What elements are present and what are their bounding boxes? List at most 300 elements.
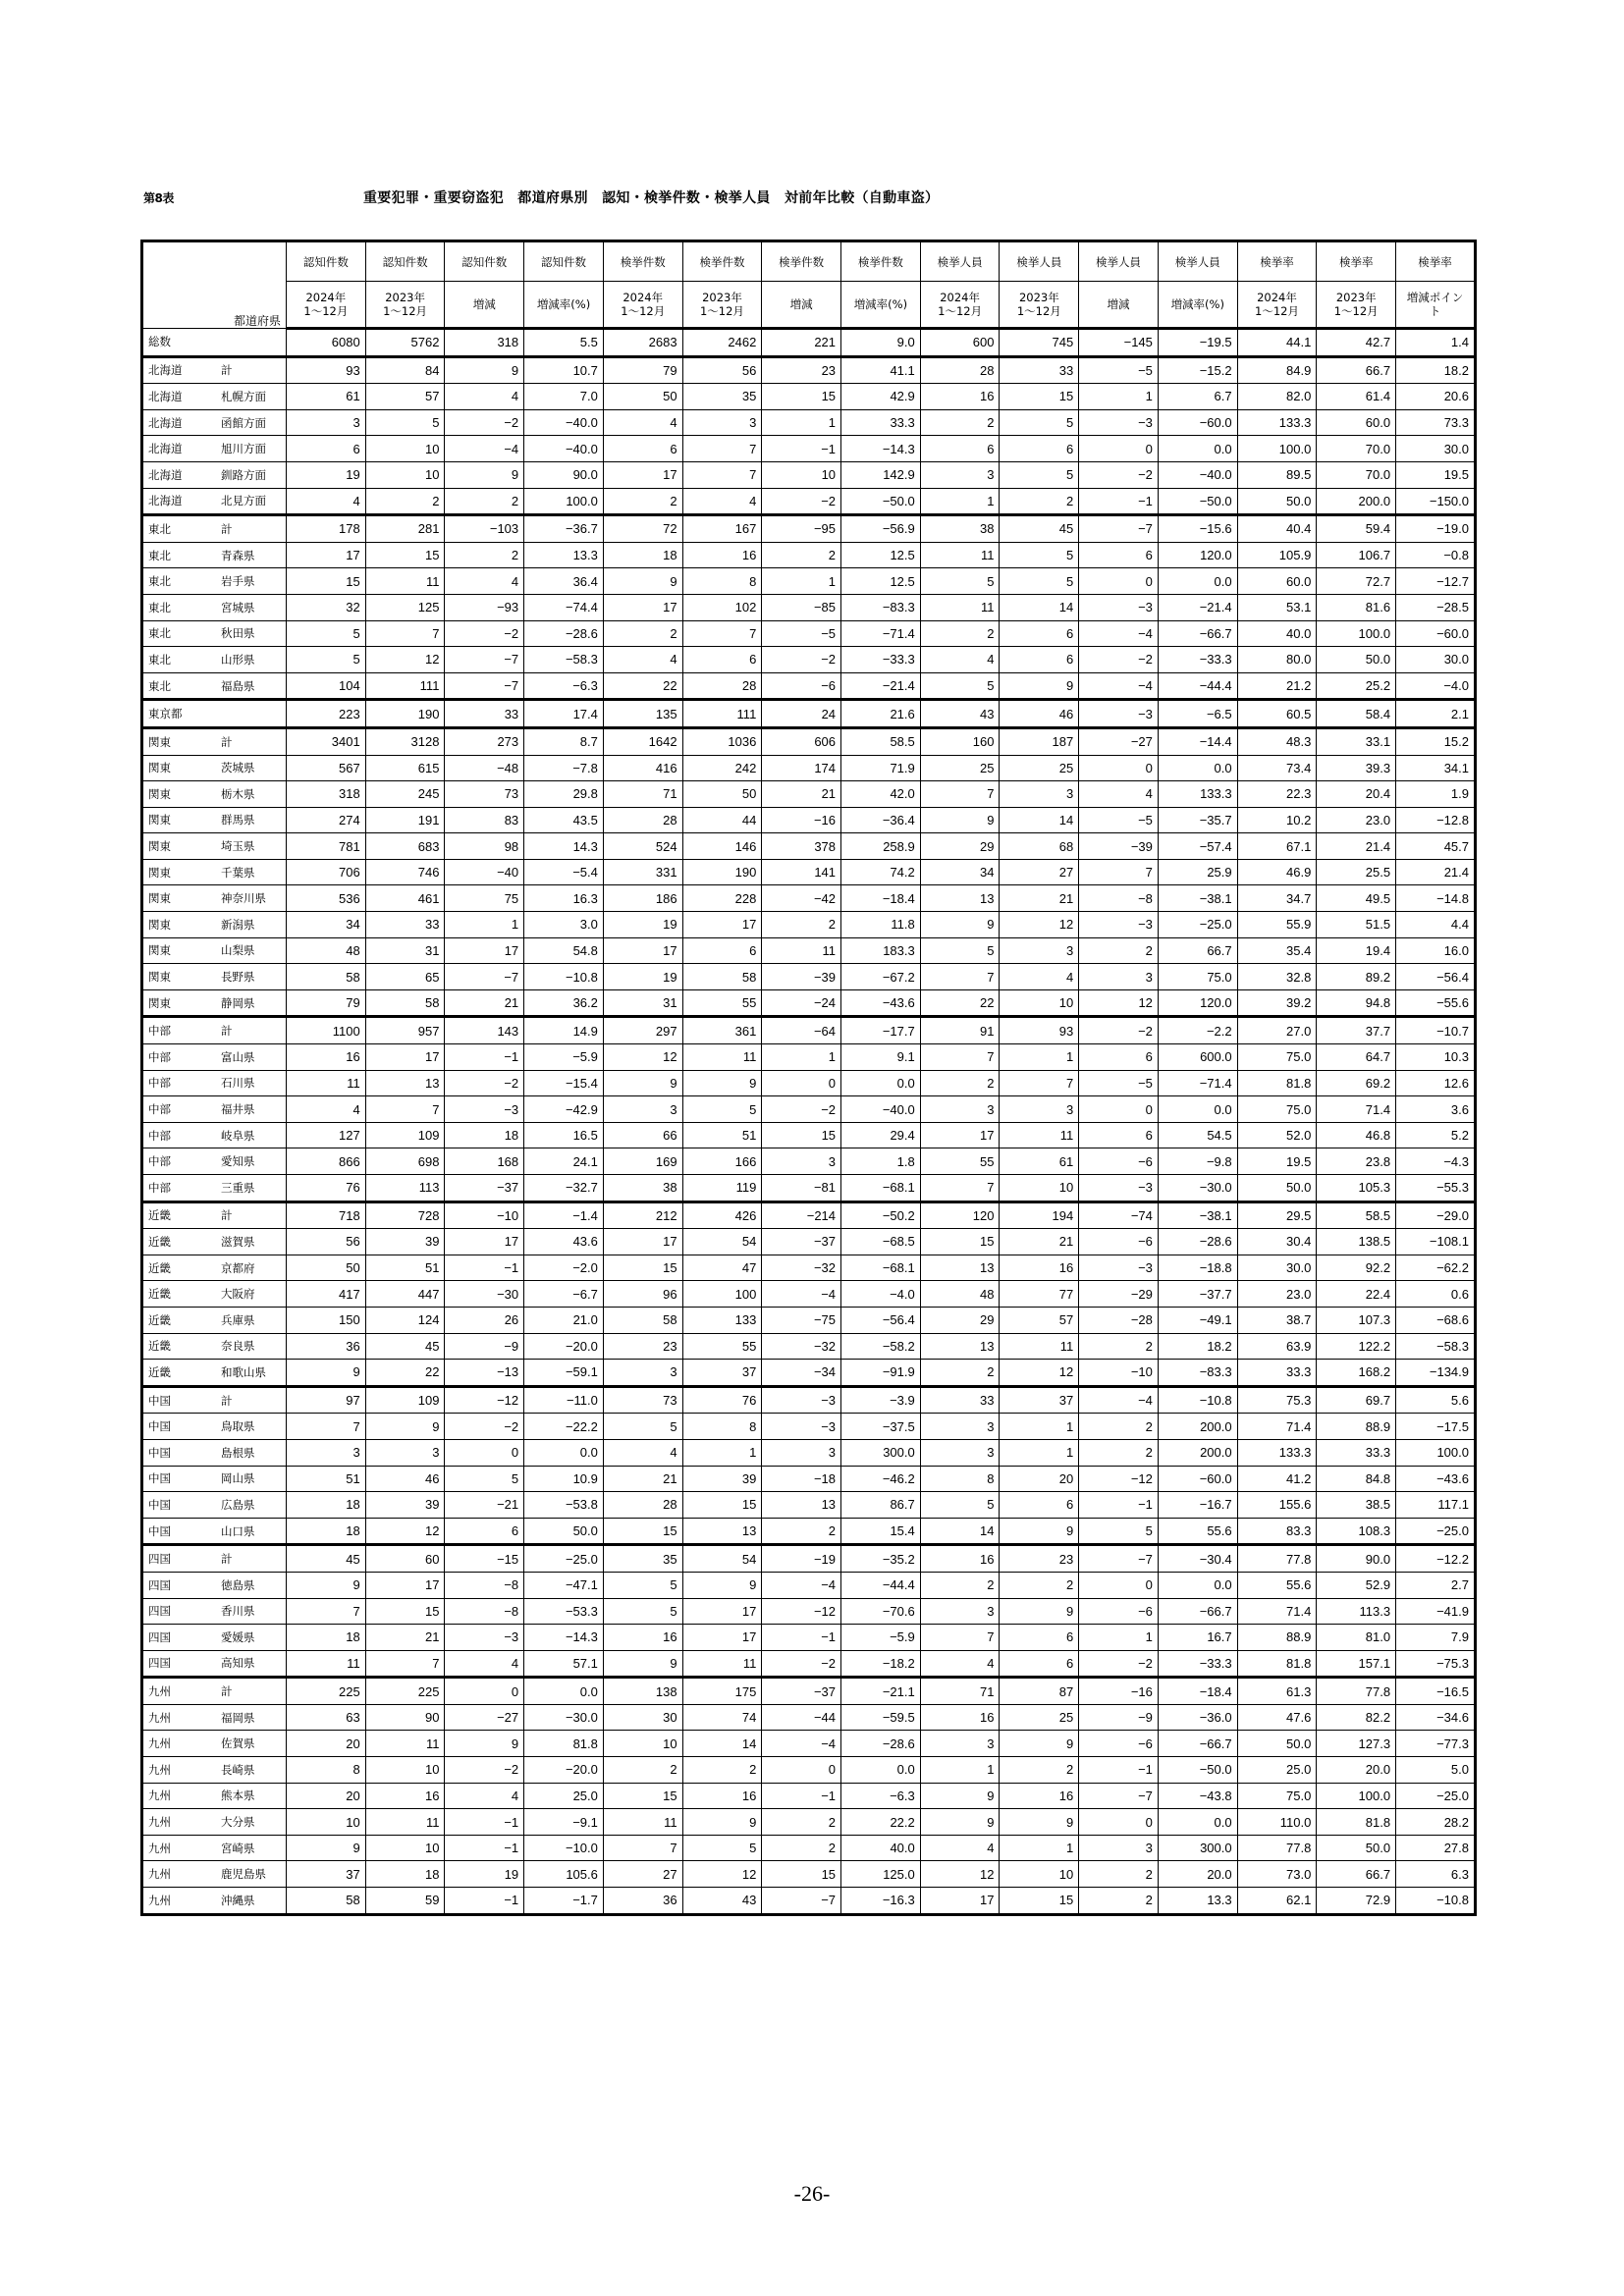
table-cell: 8 [682,568,762,595]
table-cell: −40.0 [841,1096,921,1123]
table-cell: 36 [603,1888,682,1915]
table-cell: 1.9 [1396,781,1476,808]
table-cell: 781 [287,833,366,860]
table-cell: 28 [603,807,682,833]
table-cell: 23.0 [1317,807,1396,833]
prefecture-name: 宮城県 [221,602,255,614]
table-cell: 35 [603,1545,682,1573]
table-cell: 120.0 [1158,542,1237,568]
table-cell: 45 [287,1545,366,1573]
table-cell: 200.0 [1158,1414,1237,1440]
table-row [142,1439,1476,1466]
table-cell: −20.0 [524,1757,604,1784]
table-cell: 25 [920,755,1000,781]
table-row [142,1466,1476,1492]
table-row [142,1625,1476,1651]
table-cell: 75.0 [1158,964,1237,990]
region-name: 九州 [148,1790,171,1803]
table-cell: −56.9 [841,515,921,543]
table-cell: 40.0 [1237,620,1317,647]
table-cell: −25.0 [1158,912,1237,938]
table-cell: 8 [287,1757,366,1784]
column-sub-header: 2023年 1～12月 [1000,282,1079,329]
table-cell: 67.1 [1237,833,1317,860]
table-cell: −10 [1079,1360,1159,1387]
table-cell: 6 [287,436,366,462]
table-cell: 66.7 [1158,937,1237,964]
table-cell: −68.1 [841,1255,921,1281]
table-cell: 3 [762,1148,841,1175]
table-row [142,1704,1476,1731]
table-cell: 35 [682,384,762,410]
table-cell: 178 [287,515,366,543]
table-cell: 54 [682,1545,762,1573]
table-cell: 718 [287,1201,366,1229]
table-cell: −15.6 [1158,515,1237,543]
table-cell: 50 [287,1255,366,1281]
table-cell: −2 [762,488,841,515]
table-cell: 66 [603,1122,682,1148]
table-cell: 2683 [603,329,682,357]
table-cell: 30.0 [1396,436,1476,462]
table-cell: −30.4 [1158,1545,1237,1573]
table-cell: −8 [445,1598,524,1625]
table-row [142,1017,1476,1044]
table-cell: 1 [1000,1835,1079,1861]
table-cell: −4 [1079,1386,1159,1414]
row-label [142,594,287,620]
table-cell: −43.6 [1396,1466,1476,1492]
table-cell: 37.7 [1317,1017,1396,1044]
table-cell: 16 [920,1545,1000,1573]
table-cell: 9 [365,1414,445,1440]
table-cell: 1 [920,1757,1000,1784]
table-cell: 97 [287,1386,366,1414]
table-cell: 331 [603,859,682,885]
table-cell: −58.2 [841,1333,921,1360]
row-label [142,1492,287,1519]
table-cell: −21.4 [1158,594,1237,620]
table-cell: −10.0 [524,1835,604,1861]
table-cell: 106.7 [1317,542,1396,568]
table-cell: −66.7 [1158,620,1237,647]
table-cell: 3.6 [1396,1096,1476,1123]
table-cell: 12 [603,1044,682,1071]
table-cell: −38.1 [1158,1201,1237,1229]
table-cell: 6.7 [1158,384,1237,410]
table-cell: 81.8 [524,1731,604,1757]
table-cell: 7.9 [1396,1625,1476,1651]
table-cell: 12.6 [1396,1070,1476,1096]
table-cell: −25.0 [524,1545,604,1573]
table-row [142,700,1476,728]
table-cell: 2 [920,1360,1000,1387]
table-cell: 13 [762,1492,841,1519]
table-cell: −14.8 [1396,885,1476,912]
table-cell: 7 [920,781,1000,808]
table-cell: 56 [682,356,762,384]
table-cell: 10 [365,436,445,462]
table-cell: −6.3 [841,1783,921,1809]
region-name: 中部 [148,1156,171,1169]
table-cell: 12.5 [841,568,921,595]
table-cell: −5 [1079,356,1159,384]
region-name: 中国 [148,1473,171,1486]
table-row [142,568,1476,595]
table-cell: −1 [445,1888,524,1915]
table-cell: 9 [603,1650,682,1678]
table-cell: 51.5 [1317,912,1396,938]
table-cell: 53.1 [1237,594,1317,620]
table-cell: 524 [603,833,682,860]
column-sub-header: 2024年 1～12月 [287,282,366,329]
table-cell: −42 [762,885,841,912]
table-cell: 3 [920,461,1000,488]
table-cell: 90.0 [1317,1545,1396,1573]
region-name: 四国 [148,1579,171,1592]
table-cell: 12 [365,647,445,673]
table-row [142,1783,1476,1809]
table-cell: 21.4 [1317,833,1396,860]
table-cell: 10.3 [1396,1044,1476,1071]
table-cell: 8.7 [524,727,604,755]
table-cell: 17 [603,937,682,964]
table-cell: 10 [1000,1175,1079,1202]
table-row [142,1414,1476,1440]
table-cell: −64 [762,1017,841,1044]
prefecture-name: 佐賀県 [221,1738,255,1751]
table-row [142,1175,1476,1202]
row-label [142,912,287,938]
table-cell: 18 [445,1122,524,1148]
table-cell: 0 [762,1757,841,1784]
region-name: 近畿 [148,1289,171,1302]
table-cell: 16.5 [524,1122,604,1148]
table-cell: 6 [603,436,682,462]
table-cell: 109 [365,1122,445,1148]
table-cell: −66.7 [1158,1598,1237,1625]
table-cell: 39 [365,1492,445,1519]
table-cell: −29.0 [1396,1201,1476,1229]
table-cell: 11 [365,1809,445,1836]
table-cell: 75.0 [1237,1044,1317,1071]
prefecture-name: 高知県 [221,1658,255,1671]
table-cell: 108.3 [1317,1518,1396,1545]
table-cell: 42.9 [841,384,921,410]
table-cell: 2 [445,488,524,515]
table-cell: 51 [365,1255,445,1281]
table-cell: −70.6 [841,1598,921,1625]
table-cell: 15 [603,1518,682,1545]
table-cell: −53.8 [524,1492,604,1519]
table-cell: −20.0 [524,1333,604,1360]
table-cell: 16 [920,384,1000,410]
table-cell: −58.3 [1396,1333,1476,1360]
table-cell: 2 [1079,1333,1159,1360]
table-cell: 9 [445,356,524,384]
column-sub-header: 2023年 1～12月 [682,282,762,329]
table-cell: −9.8 [1158,1148,1237,1175]
table-cell: 58 [682,964,762,990]
table-cell: 133.3 [1237,1439,1317,1466]
region-name: 中部 [148,1051,171,1064]
table-cell: 75.3 [1237,1386,1317,1414]
table-cell: 113 [365,1175,445,1202]
table-cell: 61 [1000,1148,1079,1175]
table-cell: −32 [762,1255,841,1281]
table-row [142,1757,1476,1784]
table-cell: 0.0 [524,1439,604,1466]
table-cell: 90.0 [524,461,604,488]
table-cell: 5 [1000,568,1079,595]
table-cell: 138.5 [1317,1229,1396,1255]
prefecture-name: 鹿児島県 [221,1869,266,1882]
table-cell: 5 [920,568,1000,595]
table-cell: −3 [445,1625,524,1651]
row-label [142,937,287,964]
table-cell: 2 [682,1757,762,1784]
row-label [142,859,287,885]
table-cell: 25.9 [1158,859,1237,885]
table-cell: 245 [365,781,445,808]
table-cell: −37 [762,1678,841,1705]
table-cell: −3 [1079,594,1159,620]
table-cell: −40.0 [524,409,604,436]
table-cell: 38 [603,1175,682,1202]
table-cell: 2 [762,542,841,568]
table-cell: 48.3 [1237,727,1317,755]
prefecture-name: 計 [221,736,233,749]
table-cell: 1 [445,912,524,938]
table-cell: −22.2 [524,1414,604,1440]
table-cell: 41.1 [841,356,921,384]
row-label [142,1861,287,1888]
region-name: 近畿 [148,1314,171,1327]
table-cell: 2 [762,912,841,938]
table-cell: 43 [682,1888,762,1915]
prefecture-name: 計 [221,1554,233,1567]
table-cell: 69.2 [1317,1070,1396,1096]
table-cell: −5 [762,620,841,647]
table-cell: −2 [445,409,524,436]
table-row [142,542,1476,568]
table-row [142,409,1476,436]
table-cell: 228 [682,885,762,912]
table-cell: 16 [920,1704,1000,1731]
table-cell: −4 [445,436,524,462]
table-cell: 5762 [365,329,445,357]
prefecture-name: 山形県 [221,654,255,667]
prefecture-name: 長崎県 [221,1764,255,1777]
table-row [142,356,1476,384]
table-cell: −1 [1079,488,1159,515]
table-cell: 56 [287,1229,366,1255]
table-cell: 57.1 [524,1650,604,1678]
table-cell: 20.0 [1158,1861,1237,1888]
table-cell: −55.3 [1396,1175,1476,1202]
table-cell: 6 [920,436,1000,462]
table-cell: 1036 [682,727,762,755]
table-cell: 43 [920,700,1000,728]
table-cell: 23 [1000,1545,1079,1573]
prefecture-name: 岐阜県 [221,1130,255,1143]
table-cell: −56.4 [1396,964,1476,990]
table-cell: 10 [603,1731,682,1757]
region-name: 九州 [148,1895,171,1907]
prefecture-name: 計 [221,365,233,378]
table-cell: 33.3 [1237,1360,1317,1387]
table-cell: 81.8 [1317,1809,1396,1836]
table-cell: 58 [365,989,445,1017]
table-cell: 212 [603,1201,682,1229]
table-cell: 4 [603,409,682,436]
region-name: 北海道 [148,391,183,403]
row-label [142,807,287,833]
table-cell: −18.4 [1158,1678,1237,1705]
row-label [142,647,287,673]
table-cell: 6 [445,1518,524,1545]
table-cell: 19.4 [1317,937,1396,964]
table-cell: −37 [445,1175,524,1202]
table-cell: 16 [1000,1783,1079,1809]
table-cell: −9.1 [524,1809,604,1836]
table-cell: 16 [682,542,762,568]
table-cell: 3 [1079,1835,1159,1861]
table-cell: 48 [920,1281,1000,1308]
table-cell: 17 [682,912,762,938]
region-name: 四国 [148,1606,171,1619]
table-cell: 58.4 [1317,700,1396,728]
table-cell: 71.4 [1237,1598,1317,1625]
row-label [142,1096,287,1123]
table-cell: 7 [682,461,762,488]
table-cell: 127.3 [1317,1731,1396,1757]
table-cell: 39 [682,1466,762,1492]
table-cell: 50.0 [524,1518,604,1545]
table-cell: 6080 [287,329,366,357]
table-cell: 10 [365,461,445,488]
table-cell: −2 [445,620,524,647]
table-cell: 615 [365,755,445,781]
table-cell: 6 [1000,620,1079,647]
table-cell: −49.1 [1158,1307,1237,1333]
column-group-header: 検挙件数 [682,241,762,282]
region-name: 関東 [148,867,171,880]
row-label [142,1360,287,1387]
column-group-header: 検挙件数 [762,241,841,282]
table-cell: 22 [603,672,682,700]
table-cell: −4.3 [1396,1148,1476,1175]
table-cell: 66.7 [1317,356,1396,384]
table-cell: −15.2 [1158,356,1237,384]
column-sub-header: 増減 [762,282,841,329]
table-cell: 13 [920,885,1000,912]
region-name: 中部 [148,1130,171,1143]
table-cell: −53.3 [524,1598,604,1625]
table-cell: −81 [762,1175,841,1202]
table-cell: −21 [445,1492,524,1519]
table-cell: 15 [287,568,366,595]
table-cell: 20 [287,1731,366,1757]
table-cell: 50.0 [1317,1835,1396,1861]
table-cell: −37.7 [1158,1281,1237,1308]
table-cell: −95 [762,515,841,543]
row-label [142,568,287,595]
table-cell: −2 [1079,1017,1159,1044]
table-cell: 55 [682,1333,762,1360]
table-cell: −6 [1079,1598,1159,1625]
table-cell: 21.0 [524,1307,604,1333]
table-cell: 3 [287,1439,366,1466]
table-cell: 300.0 [1158,1835,1237,1861]
table-cell: 3 [365,1439,445,1466]
table-cell: 17 [445,937,524,964]
table-cell: 4 [445,384,524,410]
table-cell: 61 [287,384,366,410]
table-cell: 1 [762,1044,841,1071]
table-row [142,594,1476,620]
column-group-header: 検挙件数 [841,241,921,282]
table-cell: 9.1 [841,1044,921,1071]
table-cell: −2 [1079,461,1159,488]
table-cell: 7 [287,1414,366,1440]
table-cell: 91 [920,1017,1000,1044]
table-cell: −8 [1079,885,1159,912]
table-cell: 0 [445,1678,524,1705]
header-row-group [142,241,1476,282]
region-name: 近畿 [148,1341,171,1354]
table-cell: 0.0 [524,1678,604,1705]
table-cell: 43.5 [524,807,604,833]
table-cell: −1 [762,1783,841,1809]
prefecture-name: 京都府 [221,1262,255,1275]
table-cell: 46 [1000,700,1079,728]
prefecture-name: 埼玉県 [221,841,255,854]
table-cell: 73.4 [1237,755,1317,781]
row-label [142,1625,287,1651]
table-cell: 447 [365,1281,445,1308]
region-name: 関東 [148,997,171,1010]
table-cell: 50 [682,781,762,808]
table-cell: −6.3 [524,672,604,700]
table-cell: −2 [1079,647,1159,673]
prefecture-name: 熊本県 [221,1790,255,1803]
table-cell: 38.5 [1317,1492,1396,1519]
table-cell: −4.0 [1396,672,1476,700]
region-name: 中部 [148,1026,171,1039]
table-cell: 9 [920,1809,1000,1836]
table-cell: 9 [682,1809,762,1836]
table-cell: 48 [287,937,366,964]
table-cell: 77.8 [1237,1835,1317,1861]
table-cell: 35.4 [1237,937,1317,964]
table-cell: 120 [920,1201,1000,1229]
table-cell: −85 [762,594,841,620]
table-cell: 2 [920,1070,1000,1096]
table-cell: 3 [920,1414,1000,1440]
table-cell: 16 [365,1783,445,1809]
table-cell: −4.0 [841,1281,921,1308]
table-cell: 13 [920,1255,1000,1281]
table-cell: 4 [445,568,524,595]
table-cell: 2 [762,1809,841,1836]
table-cell: 606 [762,727,841,755]
table-cell: −59.5 [841,1704,921,1731]
table-cell: 6 [682,647,762,673]
table-cell: 3 [1079,964,1159,990]
table-cell: 13 [682,1518,762,1545]
table-cell: 7 [365,620,445,647]
